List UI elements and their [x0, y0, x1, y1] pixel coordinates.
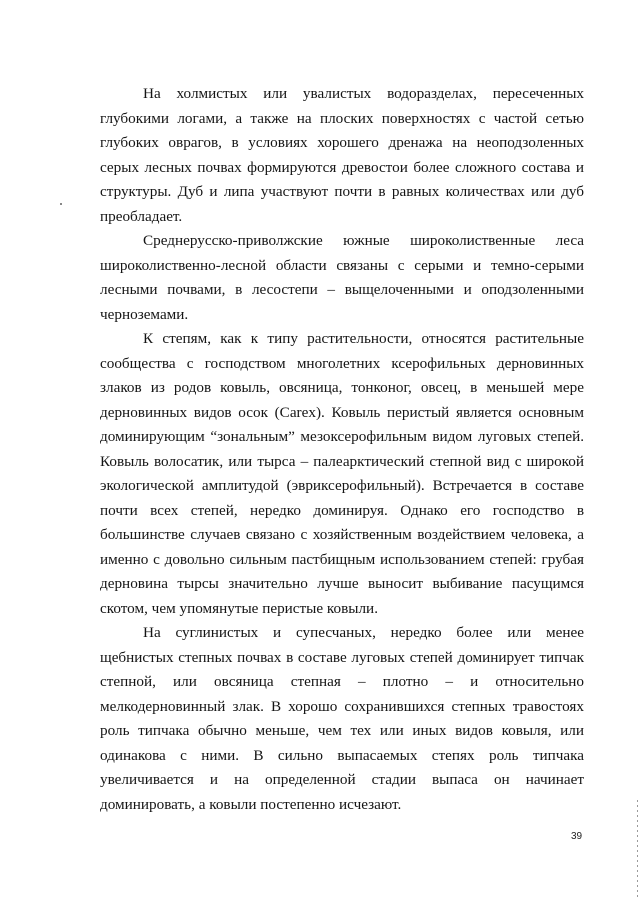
paragraph-3: К степям, как к типу растительности, относятся растительные сообщества с господством многолетних ксерофильных дерновинных злаков из родов ковыль, овсяница, тонконог, овсец, в меньшей мере дерновинных видов осок (Carex). Ковыль перистый является основным доминирующим “зональным” мезоксерофильным видом луговых степей. Ковыль волосатик, или тырса – палеарктический степной вид с широкой экологической амплитудой (эвриксерофильный). Встречается в составе почти всех степей, нередко доминируя. Однако его господство в большинстве случаев связано с хозяйственным воздействием человека, а именно с довольно сильным пастбищным использованием степей: грубая дерновина тырсы значительно лучше выносит выбивание пасущимся скотом, чем упомянутые перистые ковыли.: [100, 330, 584, 617]
paragraph-4: На суглинистых и супесчаных, нередко более или менее щебнистых степных почвах в составе луговых степей доминирует типчак степной, или овсяница степная – плотно – и относительно мелкодерновинный злак. В хорошо сохранившихся степных травостоях роль типчака обычно меньше, чем тех или иных видов ковыля, или одинакова с ними. В сильно выпасаемых степях роль типчака увеличивается и на определенной стадии выпаса он начинает доминировать, а ковыли постепенно исчезают.: [100, 624, 584, 813]
paragraph-1: На холмистых или увалистых водоразделах, пересеченных глубокими логами, а также на плоских поверхностях с частой сетью глубоких оврагов, в условиях хорошего дренажа на неоподзоленных серых лесных почвах формируются древостои более сложного состава и структуры. Дуб и липа участвуют почти в равных количествах или дуб преобладает.: [100, 85, 584, 225]
scan-artifact: [60, 203, 62, 205]
body-text: [100, 82, 584, 817]
paragraph-2: Среднерусско-приволжские южные широколиственные леса широколиственно-лесной области связаны с серыми и темно-серыми лесными почвами, в лесостепи – выщелоченными и оподзоленными черноземами.: [100, 232, 584, 323]
page-number: 39: [571, 831, 583, 842]
scan-edge-artifact: [637, 800, 638, 900]
